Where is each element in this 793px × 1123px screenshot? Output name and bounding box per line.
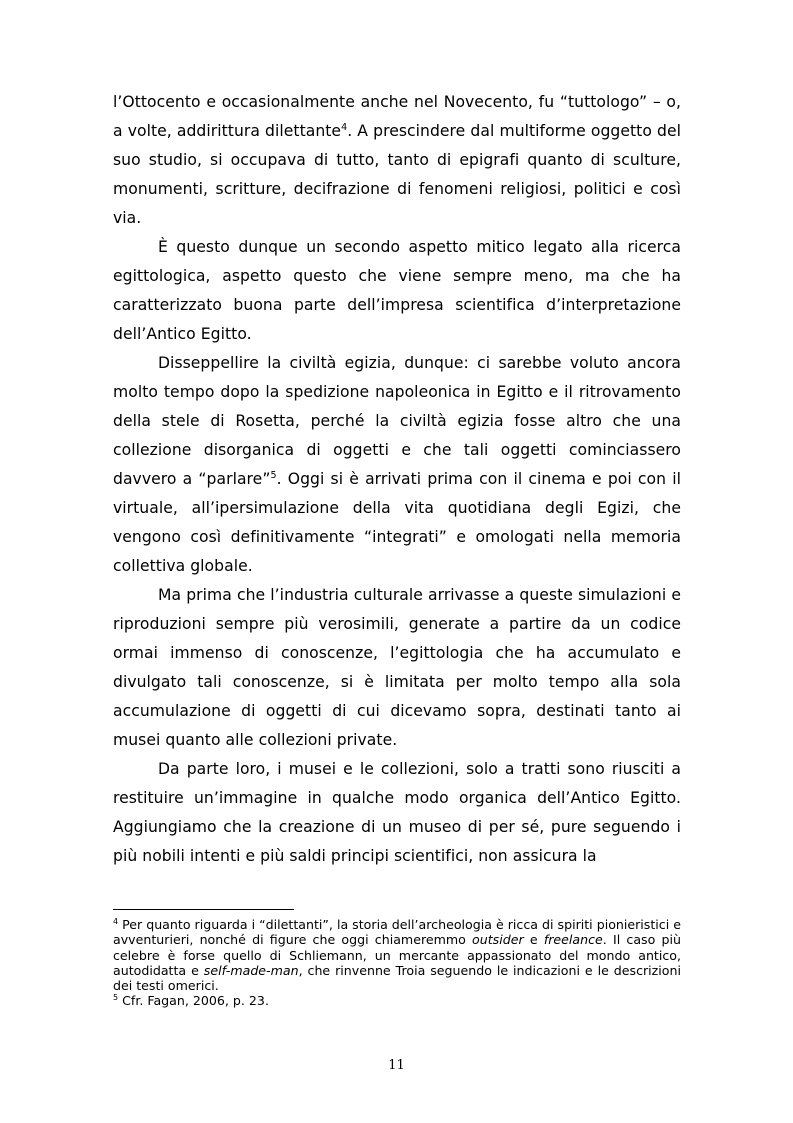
text-segment: . Oggi si è arrivati prima con il cinema e poi con il virtuale, all’ipersimulazione della vita quotidiana degli Egizi, che vengono così definitivamente “integrati” e omologati nella memoria collettiva globale.: [113, 470, 681, 575]
footnotes: [113, 917, 681, 1009]
text-segment: Cfr. Fagan, 2006, p. 23.: [118, 993, 269, 1009]
footnote-ref: 4: [113, 917, 119, 926]
emphasis-text: self-made-man: [203, 962, 299, 978]
text-segment: , che rinvenne Troia seguendo le indicazioni e le descrizioni dei testi omerici.: [113, 962, 681, 994]
text-segment: e: [523, 932, 544, 948]
paragraph: [113, 581, 681, 755]
body-text: [113, 88, 681, 871]
text-segment: Disseppellire la civiltà egizia, dunque: ci sarebbe voluto ancora molto tempo dopo la spedizione napoleonica in Egitto e il ritrovamento della stele di Rosetta, perché la civiltà egizia fosse altro che una collezione disorganica di oggetti e che tali oggetti cominciassero davvero a “parlare”: [113, 354, 681, 488]
emphasis-text: outsider: [472, 932, 524, 948]
paragraph: [113, 349, 681, 581]
emphasis-text: freelance: [543, 932, 603, 948]
text-segment: È questo dunque un secondo aspetto mitico legato alla ricerca egittologica, aspetto questo che viene sempre meno, ma che ha caratterizzato buona parte dell’impresa scientifica d’interpretazione dell’Antico Egitto.: [113, 238, 681, 343]
paragraph: [113, 755, 681, 871]
text-segment: l’Ottocento e occasionalmente anche nel Novecento, fu “tuttologo” – o, a volte, addirittura dilettante: [113, 93, 681, 140]
footnote: [113, 993, 681, 1008]
text-segment: Ma prima che l’industria culturale arrivasse a queste simulazioni e riproduzioni sempre più verosimili, generate a partire da un codice ormai immenso di conoscenze, l’egittologia che ha accumulato e divulgato tali conoscenze, si è limitata per molto tempo alla sola accumulazione di oggetti di cui dicevamo sopra, destinati tanto ai musei quanto alle collezioni private.: [113, 586, 681, 749]
footnote-separator: [113, 909, 294, 910]
text-segment: . A prescindere dal multiforme oggetto del suo studio, si occupava di tutto, tanto di epigrafi quanto di sculture, monumenti, scritture, decifrazione di fenomeni religiosi, politici e così via.: [113, 122, 681, 227]
paragraph: [113, 88, 681, 233]
text-segment: . Il caso più celebre è forse quello di Schliemann, un mercante appassionato del mondo antico, autodidatta e: [113, 932, 681, 978]
footnote-ref: 5: [270, 470, 277, 481]
page-number: 11: [388, 1058, 405, 1073]
text-segment: Per quanto riguarda i “dilettanti”, la storia dell’archeologia è ricca di spiriti pionieristici e avventurieri, nonché di figure che oggi chiameremmo: [113, 917, 681, 948]
footnote-ref: 4: [341, 122, 348, 133]
text-segment: Da parte loro, i musei e le collezioni, solo a tratti sono riusciti a restituire un’immagine in qualche modo organica dell’Antico Egitto. Aggiungiamo che la creazione di un museo di per sé, pure seguendo i più nobili intenti e più saldi principi scientifici, non assicura la: [113, 760, 681, 865]
footnote-ref: 5: [113, 993, 119, 1003]
paragraph: [113, 233, 681, 349]
footnote: [113, 917, 681, 993]
